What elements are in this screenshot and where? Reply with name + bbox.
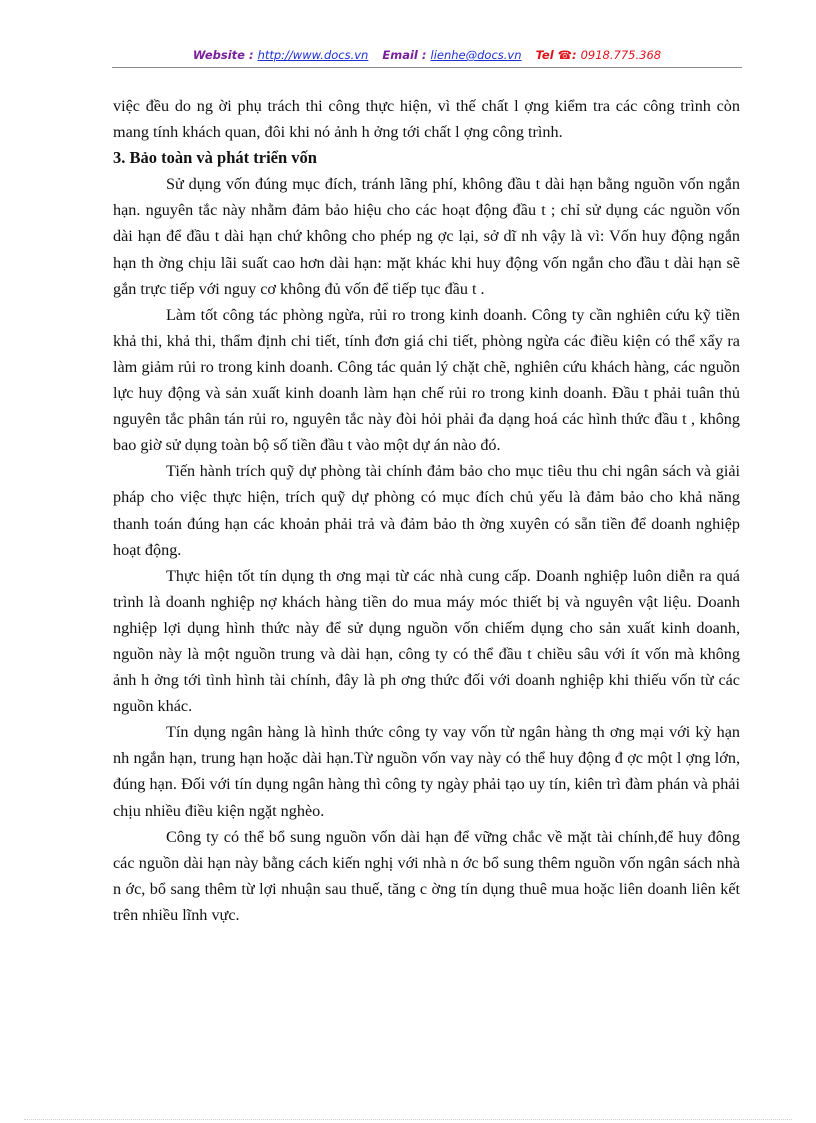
document-body [113, 93, 740, 928]
footer-divider [24, 1119, 792, 1120]
paragraph: Tiến hành trích quỹ dự phòng tài chính đảm bảo cho mục tiêu thu chi ngân sách và giải pháp cho việc thực hiện, trích quỹ dự phòng có mục đích chủ yếu là đảm bảo cho khả năng thanh toán đúng hạn các khoản phải trả và đảm bảo th ờng xuyên có sẵn tiền để doanh nghiệp hoạt động. [113, 462, 740, 559]
paragraph: Tín dụng ngân hàng là hình thức công ty vay vốn từ ngân hàng th ơng mại với kỳ hạn nh ngắn hạn, trung hạn hoặc dài hạn.Từ nguồn vốn vay này có thể huy động đ ợc một l ợng lớn, đúng hạn. Đối với tín dụng ngân hàng thì công ty ngày phải tạo uy tín, kiên trì đàm phán và phải chịu nhiều điều kiện ngặt nghèo. [113, 723, 740, 820]
website-link[interactable]: http://www.docs.vn [257, 48, 369, 62]
email-link[interactable]: lienhe@docs.vn [430, 48, 522, 62]
paragraph: Làm tốt công tác phòng ngừa, rủi ro trong kinh doanh. Công ty cần nghiên cứu kỹ tiền khả thi, khả thi, thẩm định chi tiết, tính đơn giá chi tiết, phòng ngừa các điều kiện có thể xẩy ra làm giảm rủi ro trong kinh doanh. Công tác quản lý chặt chẽ, nghiên cứu khách hàng, các nguồn lực huy động và sản xuất kinh doanh làm hạn chế rủi ro trong kinh doanh. Đầu t phải tuân thủ nguyên tắc phân tán rủi ro, nguyên tắc này đòi hỏi phải đa dạng hoá các hình thức đầu t , không bao giờ sử dụng toàn bộ số tiền đầu t vào một dự án nào đó. [113, 305, 740, 455]
tel-label: Tel ☎: [535, 48, 577, 62]
website-label: Website : [192, 48, 254, 62]
paragraph: Thực hiện tốt tín dụng th ơng mại từ các nhà cung cấp. Doanh nghiệp luôn diễn ra quá trình là doanh nghiệp nợ khách hàng tiền do mua máy móc thiết bị và nguyên vật liệu. Doanh nghiệp lợi dụng hình thức này để sử dụng nguồn vốn chiếm dụng cho sản xuất kinh doanh, nguồn này là một nguồn trung và dài hạn, công ty có thể đầu t chiều sâu với ít vốn mà không ảnh h ởng tới tình hình tài chính, đây là ph ơng thức đối với doanh nghiệp khi thiếu vốn từ các nguồn khác. [113, 566, 740, 716]
header-divider [112, 67, 742, 68]
paragraph: Sử dụng vốn đúng mục đích, tránh lãng phí, không đầu t dài hạn bằng nguồn vốn ngắn hạn. nguyên tắc này nhằm đảm bảo hiệu cho các hoạt động đầu t ; chỉ sử dụng các nguồn vốn dài hạn để đầu t dài hạn chứ không cho phép ng ợc lại, sở dĩ nh vậy là vì: Vốn huy động ngắn hạn th ờng chịu lãi suất cao hơn dài hạn: mặt khác khi huy động vốn ngắn cho đầu t dài hạn sẽ gắn trực tiếp với nguy cơ không đủ vốn để tiếp tục đầu t . [113, 175, 740, 298]
section-heading: 3. Bảo toàn và phát triển vốn [113, 148, 317, 168]
tel-number: 0918.775.368 [580, 48, 662, 62]
paragraph: Công ty có thể bổ sung nguồn vốn dài hạn để vững chắc về mặt tài chính,để huy đông các nguồn dài hạn này bằng cách kiến nghị với nhà n ớc bổ sung thêm nguồn vốn ngân sách nhà n ớc, bổ sang thêm từ lợi nhuận sau thuế, tăng c ờng tín dụng thuê mua hoặc liên doanh liên kết trên nhiều lĩnh vực. [113, 827, 740, 924]
email-label: Email : [382, 48, 427, 62]
page-header [112, 48, 742, 62]
paragraph-continuation: việc đều do ng ời phụ trách thi công thực hiện, vì thế chất l ợng kiểm tra các công trình còn mang tính khách quan, đôi khi nó ảnh h ởng tới chất l ợng công trình. [113, 97, 740, 142]
